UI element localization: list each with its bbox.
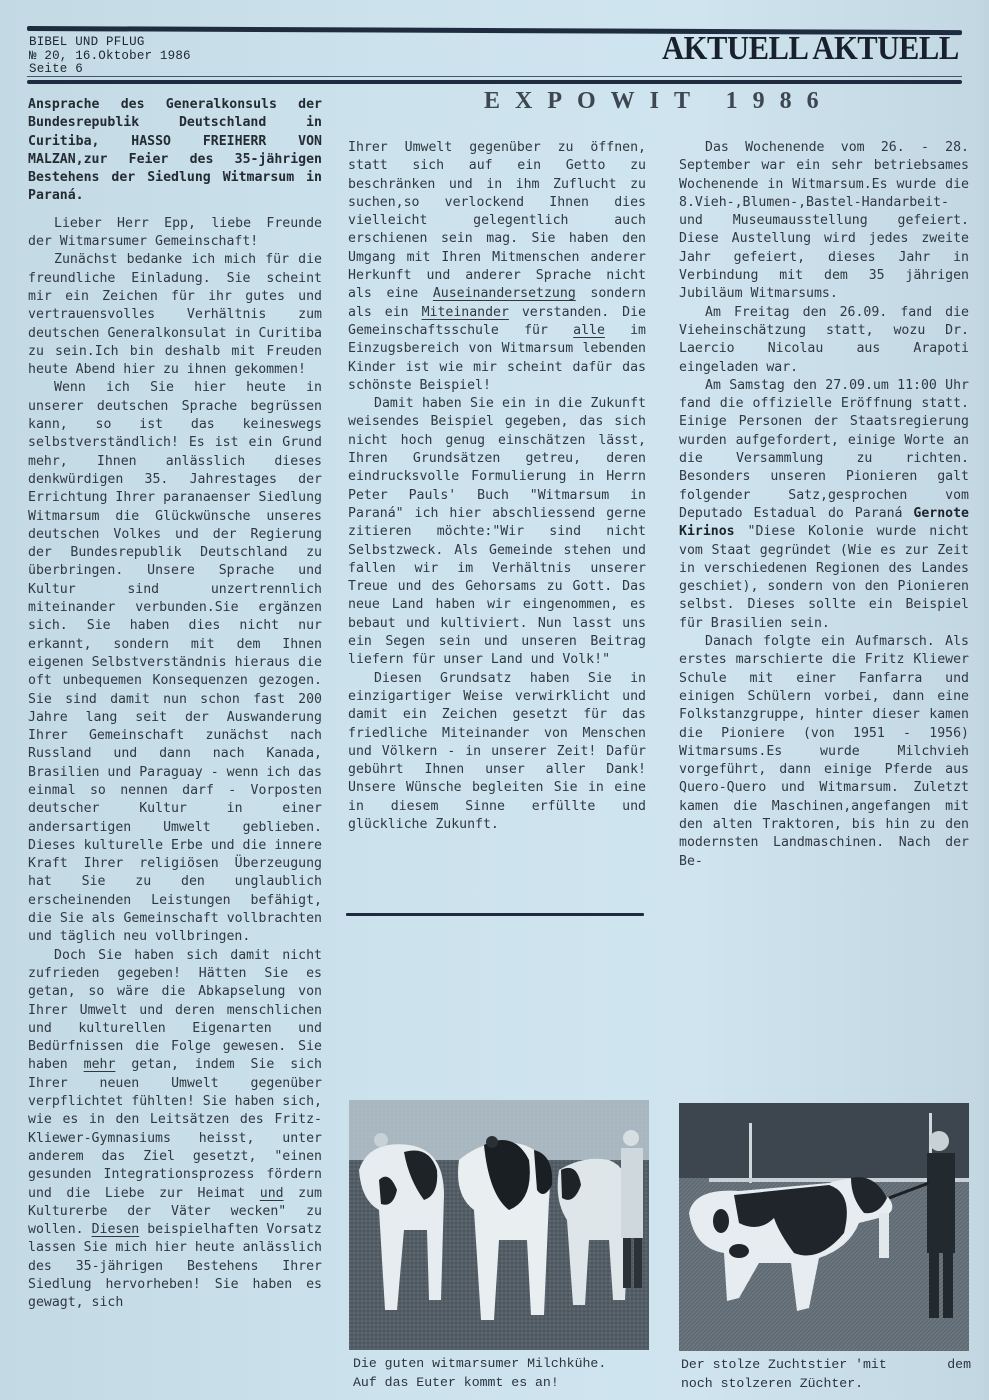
text-run: verstanden. Die Gemeinschaftsschule für: [348, 304, 646, 338]
speech-paragraph: Lieber Herr Epp, liebe Freunde der Witmarsumer Gemeinschaft!: [28, 215, 322, 250]
dairy-cows-image: [349, 1100, 649, 1350]
text-run: Am Samstag den 27.09.um 11:00 Uhr fand die offizielle Eröffnung statt. Einige Personen der Staatsregierung wurden aufgefordert, einige Worte an die Versammlung zu richten. Besonders unseren Pionieren galt folgender Satz,gesprochen vom Deputado Estadual do Paraná: [679, 377, 969, 521]
caption-line: noch stolzeren Züchter.: [681, 1375, 864, 1391]
photo-dairy-cows: [349, 1100, 649, 1350]
underlined-word: Miteinander: [421, 304, 509, 320]
speech-paragraph: Wenn ich Sie hier heute in unserer deutschen Sprache begrüssen kann, so ist das keineswegs selbstverständlich! Es ist ein Grund mehr, Ihnen anlässlich dieses denkwürdigen 35. Jahrestages der Errichtung Ihrer paranaenser Siedlung Witmarsum die Glückwünsche unseres deutschen Volkes und der Regierung der Bundesrepublik Deutschland zu überbringen. Unsere Sprache und Kultur sind unzertrennlich miteinander verbunden.Sie ergänzen sich. Sie haben dies nicht nur erkannt, sondern mit dem Ihnen eigenen Selbstverständnis hieraus die oft unbequemen Konsequenzen gezogen. Sie sind damit nun schon fast 200 Jahre lang seit der Auswanderung Ihrer Gemeinschaft zunächst nach Russland und dann nach Kanada, Brasilien und Paraguay - wenn ich das einmal so nennen darf - Vorposten deutscher Kultur in einer andersartigen Umwelt geblieben. Dieses kulturelle Erbe und die innere Kraft Ihrer religiösen Überzeugung hat Sie zu den unglaublich erscheinenden Leistungen befähigt, die Sie als Gemeinschaft vollbrachten und täglich neu vollbringen.: [28, 380, 322, 945]
speech-paragraph: Zunächst bedanke ich mich für die freundliche Einladung. Sie scheint mir ein Zeichen für ihr gutes und vertrauensvolles Verhältnis zum deutschen Generalkonsulat in Curitiba zu sein.Ich bin deshalb mit Freuden heute Abend hier zu ihnen gekommen!: [28, 252, 322, 378]
speech-column-1: [28, 96, 322, 1313]
section-title: AKTUELL AKTUELL: [662, 30, 959, 67]
report-column: [679, 139, 969, 871]
photo-caption-dairy-cows: [353, 1355, 653, 1392]
underlined-word: Auseinandersetzung: [432, 286, 576, 302]
speech-paragraph: [28, 947, 322, 1313]
speech-paragraph: Damit haben Sie ein in die Zukunft weisendes Beispiel gegeben, das sich nicht hoch genug einschätzen lässt, Ihren Grundsätzen getreu, deren eindrucksvolle Formulierung in Herrn Peter Pauls' Buch "Witmarsum in Paraná" ich hier abschliessend gerne zitieren möchte:"Wir sind nicht Selbstzweck. Als Gemeinde stehen und fallen wir im Verhältnis unserer Treue und des Gehorsams zu Gott. Das neue Land haben wir eingenommen, es bebaut und kultiviert. Nun lasst uns ein Segen sein und unseren Beitrag liefern für unser Land und Volk!": [348, 396, 646, 668]
bold-name: Gernote Kirinos: [679, 505, 969, 540]
text-run: Doch Sie haben sich damit nicht zufrieden gegeben! Hätten Sie es getan, so wäre die Abkapselung von Ihrer Umwelt und deren menschlichen und kulturellen Eigenarten und Bedürfnissen die Folge gewesen. Sie haben: [28, 947, 322, 1073]
text-run: sondern als ein: [348, 286, 646, 320]
text-run: beispielhaften Vorsatz lassen Sie mich hier heute anlässlich des 35-jährigen Bestehens Ihrer Siedlung hervorheben! Sie haben es gewagt, sich: [28, 1222, 322, 1311]
publication-name: BIBEL UND PFLUG: [29, 35, 145, 49]
text-run: "Diese Kolonie wurde nicht vom Staat gegründet (Wie es zur Zeit in verschiedenen Regionen des Landes geschiet), sondern von den Pionieren selbst. Dieses sollte ein Beispiel für Brasilien sein.: [679, 524, 969, 631]
speech-lead: Ansprache des Generalkonsuls der Bundesrepublik Deutschland in Curitiba, HASSO FREIHERR VON MALZAN,zur Feier des 35-jährigen Bestehens der Siedlung Witmarsum in Paraná.: [28, 97, 322, 204]
masthead-thin-rule: [27, 76, 962, 77]
report-paragraph: Das Wochenende vom 26. - 28. September war ein sehr betriebsames Wochenende in Witmarsum.Es wurde die 8.Vieh-,Blumen-,Bastel-Handarbeit-und Museumausstellung gefeiert. Diese Austellung wird jedes zweite Jahr gefeiert, dieses Jahr in Verbindung mit dem 35 jährigen Jubiläum Witmarsums.: [679, 140, 969, 302]
issue-info: № 20, 16.Oktober 1986: [29, 48, 191, 63]
underlined-word: Diesen: [91, 1222, 140, 1238]
underlined-word: alle: [573, 322, 605, 338]
report-paragraph: Danach folgte ein Aufmarsch. Als erstes marschierte die Fritz Kliewer Schule mit einer Fanfarra und einigen Schülern vorbei, dann eine Folkstanzgruppe, hinter dieser kamen die Pioniere (von 1951 - 1956) Witmarsums.Es wurde Milchvieh vorgeführt, dann einige Pferde aus Quero-Quero und Witmarsum. Zuletzt kamen die Maschinen,angefangen mit den alten Traktoren, bis hin zu den modernsten Landmaschinen. Nach der Be-: [679, 634, 969, 869]
photo-breeding-bull: [679, 1103, 969, 1351]
caption-line: [681, 1356, 971, 1375]
caption-line: Auf das Euter kommt es an!: [353, 1374, 559, 1390]
article-end-rule: [346, 913, 644, 916]
report-paragraph: [679, 377, 969, 633]
caption-text: dem: [947, 1357, 971, 1372]
text-run: Ihrer Umwelt gegenüber zu öffnen, statt sich auf ein Getto zu beschränken und in ihm Zuflucht zu suchen,so verlockend Ihnen dies vielleicht gelegentlich auch erschienen sein mag. Sie haben den Umgang mit Ihren Mitmenschen anderer Herkunft und anderer Sprache nicht als eine: [348, 140, 646, 302]
report-paragraph: Am Freitag den 26.09. fand die Vieheinschätzung statt, wozu Dr. Laercio Nicolau aus Arapoti eingeladen war.: [679, 304, 969, 375]
page-edge-shadow: [975, 0, 989, 1400]
text-run: im Einzugsbereich von Witmarsum lebenden Kinder ist wie mir scheint dafür das schönste Beispiel!: [348, 322, 646, 393]
text-run: getan, indem Sie sich Ihrer neuen Umwelt gegenüber verpflichtet fühlten! Sie haben sich, wie es in den Leitsätzen des Fritz-Kliewer-Gymnasiums heisst, unter anderem das Ziel gesetzt, "einen gesunden Integrationsprozess fördern und die Liebe zur Heimat: [28, 1057, 322, 1201]
underlined-word: mehr: [83, 1057, 116, 1073]
speech-paragraph: Diesen Grundsatz haben Sie in einzigartiger Weise verwirklicht und damit ein Zeichen gesetzt für das friedliche Miteinander von Menschen und Völkern - in unserer Zeit! Dafür gebührt Ihnen unser aller Dank! Unsere Wünsche begleiten Sie in eine in diesem Sinne erfüllte und glückliche Zukunft.: [348, 670, 646, 832]
speech-paragraph: [348, 139, 646, 395]
expowit-heading: EXPOWIT 1986: [484, 88, 834, 114]
masthead-bottom-rule: [27, 80, 962, 84]
caption-text: Der stolze Zuchtstier 'mit: [681, 1357, 887, 1372]
text-run: zum Kulturerbe der Väter wecken" zu wollen.: [28, 1185, 322, 1238]
speech-column-2: [348, 139, 646, 834]
breeding-bull-image: [679, 1103, 969, 1351]
caption-line: Die guten witmarsumer Milchkühe.: [353, 1356, 607, 1371]
page-number: Seite 6: [29, 62, 83, 76]
photo-caption-breeding-bull: [681, 1356, 971, 1393]
masthead: [29, 36, 191, 77]
underlined-word: und: [259, 1185, 284, 1201]
